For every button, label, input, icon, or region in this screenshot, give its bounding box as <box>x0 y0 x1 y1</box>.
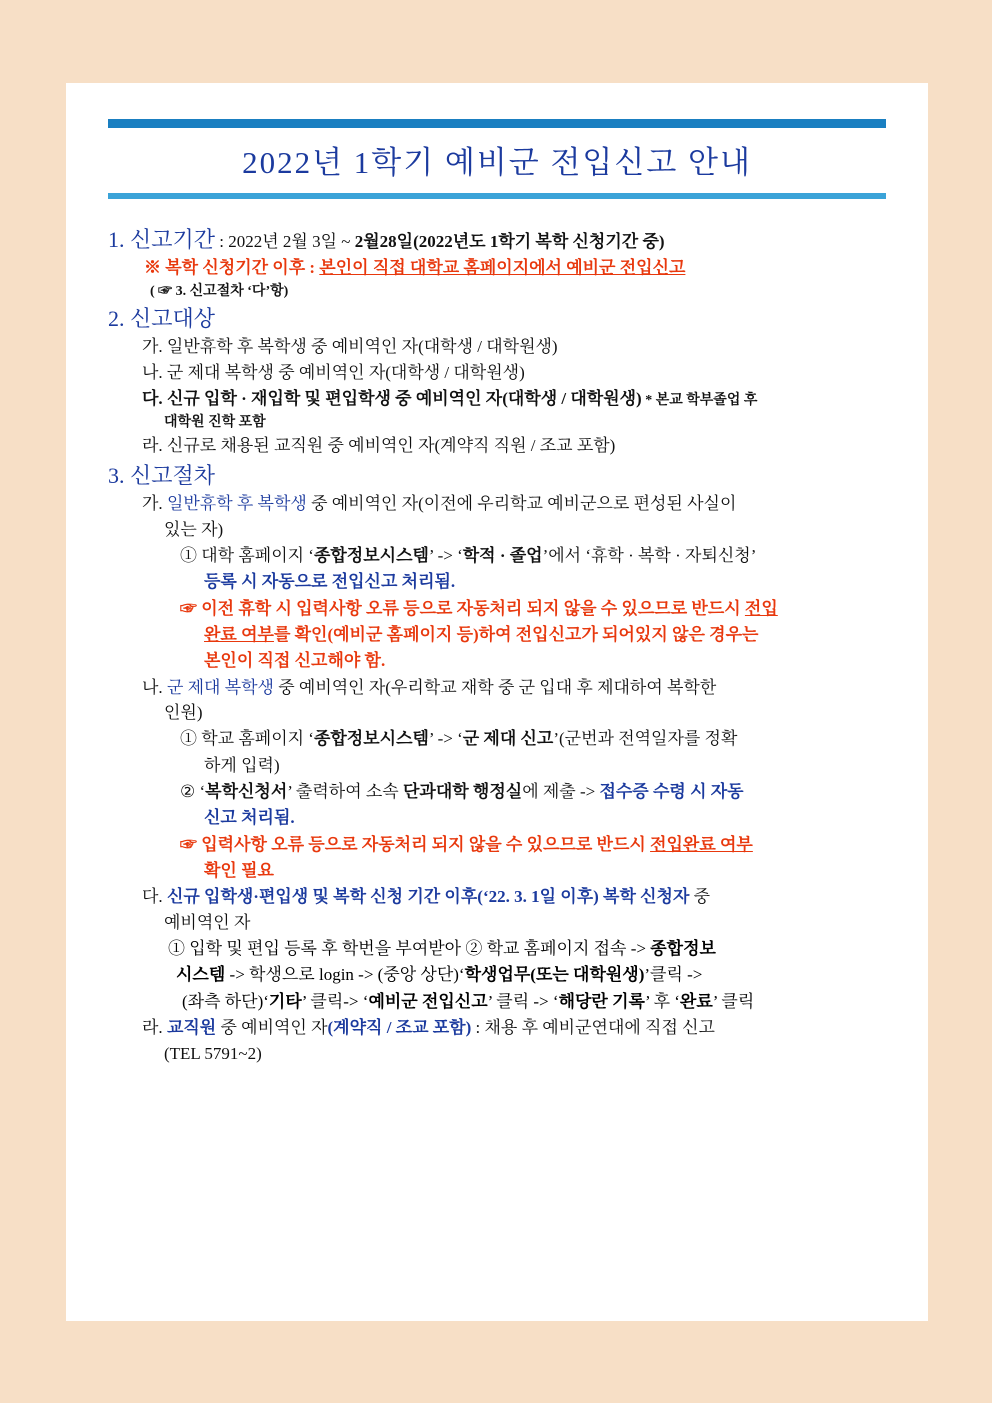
proc-c1-t1: ① 입학 및 편입 등록 후 학번을 부여받아 ② 학교 홈페이지 접속 -> <box>168 938 651 958</box>
proc-c1-menu5: 완료 <box>679 991 713 1011</box>
proc-c1-menu2: 기타 <box>268 991 302 1011</box>
title-rule-top <box>108 119 886 128</box>
section-2-title: 신고대상 <box>130 305 216 331</box>
section-3-number: 3. <box>108 462 125 488</box>
proc-b3-t1: ☞ 입력사항 오류 등으로 자동처리 되지 않을 수 있으므로 반드시 <box>180 834 651 854</box>
section-period <box>108 225 886 302</box>
proc-d-rest: : 채용 후 예비군연대에 직접 신고 <box>471 1017 715 1037</box>
proc-a2-u1: 전입 <box>744 598 778 618</box>
proc-a1-t1: ① 대학 홈페이지 ‘ <box>180 545 314 565</box>
section-3-title: 신고절차 <box>130 462 216 488</box>
section-2-heading <box>108 304 886 334</box>
proc-c1-t3: ’클릭 -> <box>644 965 703 985</box>
procedure-c-step-1 <box>168 936 886 1015</box>
proc-d-keyword2: (계약직 / 조교 포함) <box>327 1017 472 1037</box>
proc-b2-form: 복학신청서 <box>205 781 288 801</box>
proc-c1-menu1: 학생업무(또는 대학원생) <box>464 965 645 985</box>
procedure-item-d <box>142 1015 886 1067</box>
proc-b3-t2: 확인 필요 <box>204 860 274 880</box>
proc-c-rest: 중 <box>689 887 711 907</box>
period-bold: 2월28일(2022년도 1학기 복학 신청기간 중) <box>354 232 665 251</box>
list-item: 라. 신규로 채용된 교직원 중 예비역인 자(계약직 직원 / 조교 포함) <box>142 435 616 455</box>
title-rule-bottom <box>108 193 886 199</box>
proc-b2-office: 단과대학 행정실 <box>402 781 523 801</box>
procedure-a-step-1 <box>180 543 886 596</box>
proc-b-rest2: 인원) <box>164 703 203 723</box>
proc-b-keyword: 군 제대 복학생 <box>166 677 274 697</box>
proc-b2-result1: 접수증 수령 시 자동 <box>599 781 744 801</box>
proc-c-keyword: 신규 입학생·편입생 및 복학 신청 기간 이후(‘22. 3. 1일 이후) 복학 신청자 <box>166 887 690 907</box>
proc-c1-t2: -> 학생으로 login -> (중앙 상단)‘ <box>225 965 465 985</box>
proc-b2-t2: ’ 출력하여 소속 <box>287 781 403 801</box>
proc-a1-sys: 종합정보시스템 <box>313 545 429 565</box>
proc-b1-menu: 군 제대 신고 <box>462 729 554 749</box>
proc-c1-line3 <box>182 989 886 1015</box>
proc-d-mid: 중 예비역인 자 <box>216 1017 328 1037</box>
proc-a2-t1: ☞ 이전 휴학 시 입력사항 오류 등으로 자동처리 되지 않을 수 있으므로 반드시 <box>180 598 745 618</box>
section-2-number: 2. <box>108 305 125 331</box>
list-item <box>142 386 886 433</box>
procedure-item-a <box>142 491 886 543</box>
item-c-note: * 본교 학부졸업 후 <box>641 392 758 408</box>
proc-b1-t3: ’(군번과 전역일자를 정확 <box>553 729 738 749</box>
proc-a1-menu: 학적 · 졸업 <box>462 545 543 565</box>
section-3-heading <box>108 461 886 491</box>
section-targets <box>108 304 886 459</box>
period-note-sub: ( ☞ 3. 신고절차 ‘다’항) <box>150 283 289 299</box>
proc-c1-t7: ’ 후 ‘ <box>644 991 680 1011</box>
proc-d-tel: (TEL 5791~2) <box>164 1043 262 1063</box>
item-c-text: 신규 입학 · 재입학 및 편입학생 중 예비역인 자(대학생 / 대학원생) <box>166 388 642 408</box>
proc-b2-result2: 신고 처리됨. <box>204 808 295 828</box>
proc-b-label: 나. <box>142 677 167 697</box>
proc-c1-line2 <box>176 962 886 988</box>
proc-b2-t1: ② ‘ <box>180 781 206 801</box>
section-1-number: 1. <box>108 227 125 252</box>
procedure-b-caution <box>180 832 886 885</box>
proc-b3-u: 전입완료 여부 <box>650 834 753 854</box>
item-c-note-2: 대학원 진학 포함 <box>164 414 266 430</box>
proc-d-label: 라. <box>142 1017 167 1037</box>
proc-b1-t1: ① 학교 홈페이지 ‘ <box>180 729 314 749</box>
proc-c1-menu3: 예비군 전입신고 <box>368 991 488 1011</box>
section-1-title: 신고기간 <box>130 227 216 252</box>
list-item: 가. 일반휴학 후 복학생 중 예비역인 자(대학생 / 대학원생) <box>142 337 558 357</box>
proc-b-rest: 중 예비역인 자(우리학교 재학 중 군 입대 후 제대하여 복학한 <box>273 677 717 697</box>
proc-a1-result: 등록 시 자동으로 전입신고 처리됨. <box>204 572 456 592</box>
proc-a1-t2: ’ -> ‘ <box>428 545 463 565</box>
proc-c1-t6: ’ 클릭 -> ‘ <box>487 991 559 1011</box>
proc-a1-t3: ’에서 ‘휴학 · 복학 · 자퇴신청’ <box>542 545 757 565</box>
proc-c-rest2: 예비역인 자 <box>164 913 251 933</box>
period-note-prefix: ※ 복학 신청기간 이후 : <box>144 258 320 278</box>
proc-a2-u2: 완료 여부 <box>204 624 274 644</box>
proc-c1-t5: ’ 클릭-> ‘ <box>301 991 369 1011</box>
proc-c1-sys1: 종합정보 <box>650 938 716 958</box>
proc-d-keyword: 교직원 <box>166 1017 217 1037</box>
period-note <box>144 255 886 281</box>
proc-a-label: 가. <box>142 494 167 514</box>
procedure-item-b <box>142 675 886 727</box>
proc-a-rest: 중 예비역인 자(이전에 우리학교 예비군으로 편성된 사실이 <box>306 494 737 514</box>
item-c-label: 다. <box>142 388 167 408</box>
list-item: 나. 군 제대 복학생 중 예비역인 자(대학생 / 대학원생) <box>142 363 525 383</box>
proc-c-label: 다. <box>142 887 167 907</box>
proc-a-keyword: 일반휴학 후 복학생 <box>166 494 307 514</box>
proc-b2-t3: 에 제출 -> <box>522 781 600 801</box>
title-block <box>108 119 886 199</box>
procedure-b-step-2 <box>180 779 886 832</box>
section-1-colon: : <box>215 232 229 251</box>
period-plain: 2022년 2월 3일 ~ <box>228 232 355 251</box>
proc-c1-t8: ’ 클릭 <box>712 991 755 1011</box>
proc-a2-t3: 본인이 직접 신고해야 함. <box>204 651 386 671</box>
proc-b1-t4: 하게 입력) <box>204 755 280 775</box>
period-note-underline: 본인이 직접 대학교 홈페이지에서 예비군 전입신고 <box>319 258 686 278</box>
proc-b1-sys: 종합정보시스템 <box>313 729 429 749</box>
proc-c1-sys2: 시스템 <box>176 965 226 985</box>
procedure-item-c <box>142 884 886 936</box>
procedure-b-step-1 <box>180 726 886 779</box>
document-page <box>66 83 928 1321</box>
proc-c1-t4: (좌측 하단)‘ <box>182 991 269 1011</box>
section-1-heading <box>108 225 886 255</box>
proc-a2-t2: 를 확인(예비군 홈페이지 등)하여 전입신고가 되어있지 않은 경우는 <box>273 624 759 644</box>
proc-a2-line2 <box>204 622 886 648</box>
proc-c1-menu4: 해당란 기록 <box>558 991 645 1011</box>
proc-b1-t2: ’ -> ‘ <box>428 729 463 749</box>
section-procedure <box>108 461 886 1067</box>
procedure-a-caution <box>180 596 886 675</box>
page-title: 2022년 1학기 예비군 전입신고 안내 <box>242 145 752 180</box>
proc-a-rest2: 있는 자) <box>164 519 224 539</box>
